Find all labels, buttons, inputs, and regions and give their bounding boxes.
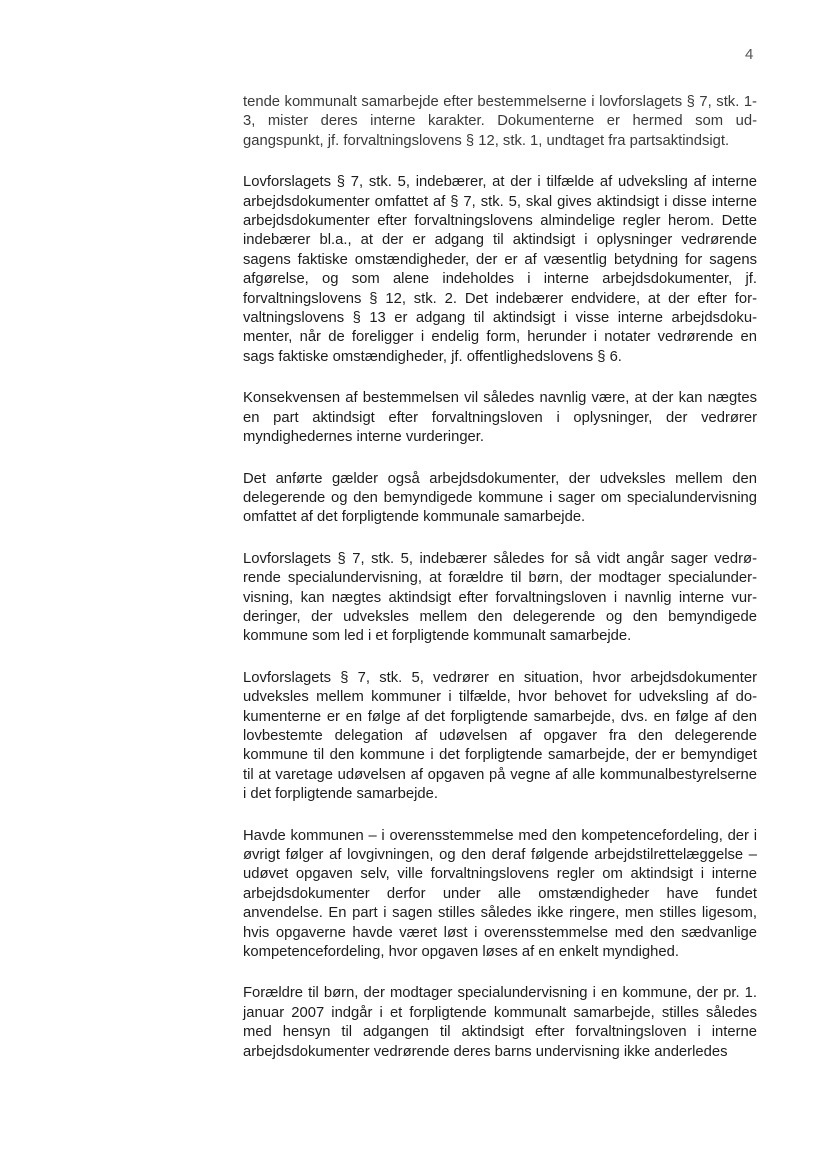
paragraph-special-education: Lovforslagets § 7, stk. 5, indebærer således for så vidt angår sager vedrørende specialundervisning, at forældre til børn, der modtager specialundervisning, kan nægtes aktindsigt efter forvaltningsloven i navnlig interne vurderinger, der udveksles mellem den delegerende og den bemyndigede kommune som led i et forpligtende kommunalt samarbejde. — [243, 550, 757, 645]
paragraph-exchange-situation: Lovforslagets § 7, stk. 5, vedrører en situation, hvor arbejdsdokumenter udveksles mellem kommuner i tilfælde, hvor behovet for udveksling af dokumenterne er en følge af det forpligtende samarbejde, dvs. en følge af den lovbestemte delegation af udøvelsen af opgaver fra den delegerende kommune til den kommune i det forpligtende samarbejde, der er bemyndiget til at varetage udøvelsen af opgaven på vegne af alle kommunalbestyrelserne i det forpligtende samarbejde. — [243, 669, 757, 803]
paragraph-section-7-stk-5: Lovforslagets § 7, stk. 5, indebærer, at der i tilfælde af udveksling af interne arbejdsdokumenter omfattet af § 7, stk. 5, skal gives aktindsigt i disse interne arbejdsdokumenter efter forvaltningslovens almindelige regler herom. Dette indebærer bl.a., at der er adgang til aktindsigt i oplysninger vedrørende sagens faktiske omstændigheder, der er af væsentlig betydning for sagens afgørelse, og som alene indeholdes i interne arbejdsdokumenter, jf. forvaltningslovens § 12, stk. 2. Det indebærer endvidere, at der efter forvaltningslovens § 13 er adgang til aktindsigt i visse interne arbejdsdokumenter, når de foreligger i endelig form, herunder i notater vedrørende en sags faktiske omstændigheder, jf. offentlighedslovens § 6. — [243, 174, 757, 365]
paragraph-continuation: tende kommunalt samarbejde efter bestemmelserne i lovforslagets § 7, stk. 1-3, mister deres interne karakter. Dokumenterne er hermed som udgangspunkt, jf. forvaltningslovens § 12, stk. 1, undtaget fra partsaktindsigt. — [243, 94, 757, 149]
paragraph-consequence: Konsekvensen af bestemmelsen vil således navnlig være, at der kan nægtes en part aktindsigt efter forvaltningsloven i oplysninger, der vedrører myndighedernes interne vurderinger. — [243, 390, 757, 446]
body-text — [243, 93, 757, 1084]
paragraph-work-documents: Det anførte gælder også arbejdsdokumenter, der udveksles mellem den delegerende og den bemyndigede kommune i sager om specialundervisning omfattet af det forpligtende kommunale samarbejde. — [243, 470, 757, 526]
paragraph-parents: Forældre til børn, der modtager specialundervisning i en kommune, der pr. 1. januar 2007 indgår i et forpligtende kommunalt samarbejde, stilles således med hensyn til adgangen til aktindsigt efter forvaltningsloven i interne arbejdsdokumenter vedrørende deres barns undervisning ikke anderledes — [243, 985, 757, 1060]
page-number: 4 — [745, 46, 754, 63]
paragraph-competence-distribution: Havde kommunen – i overensstemmelse med den kompetencefordeling, der i øvrigt følger af lovgivningen, og den deraf følgende arbejdstilrettelæggelse – udøvet opgaven selv, ville forvaltningslovens regler om aktindsigt i interne arbejdsdokumenter derfor under alle omstændigheder have fundet anvendelse. En part i sagen stilles således ikke ringere, men stilles ligesom, hvis opgaverne havde været løst i overensstemmelse med den sædvanlige kompetencefordeling, hvor opgaven løses af en enkelt myndighed. — [243, 827, 757, 961]
